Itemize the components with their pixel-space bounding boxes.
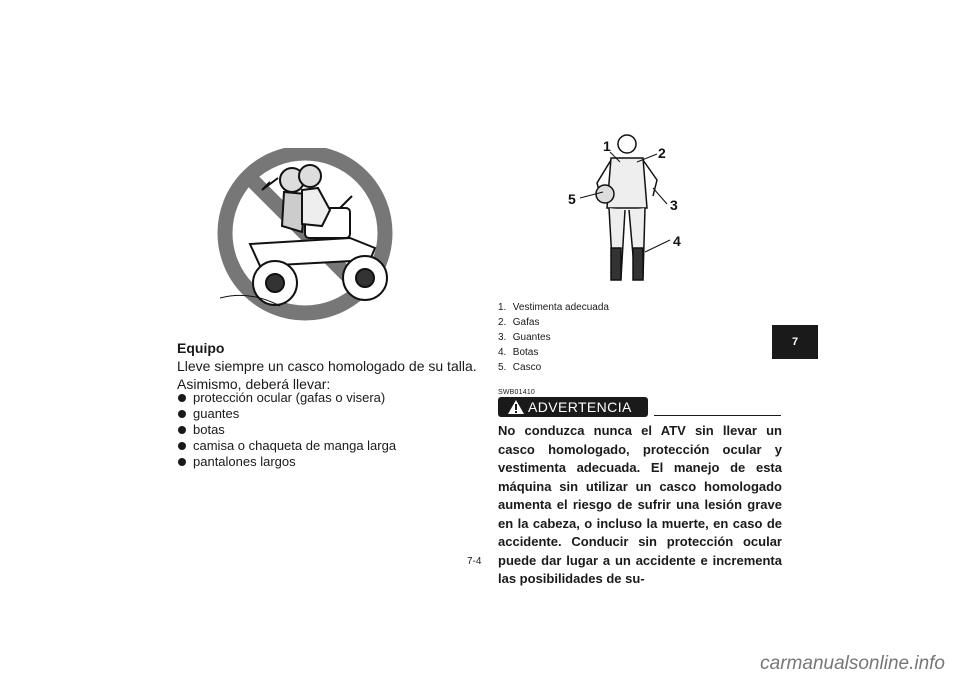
caption-item: 1. Vestimenta adecuada bbox=[498, 302, 609, 313]
warning-code: SWB01410 bbox=[498, 389, 536, 396]
bullet-icon bbox=[178, 394, 186, 402]
rider-gear-illustration bbox=[565, 128, 700, 290]
warning-label: ADVERTENCIA bbox=[528, 399, 632, 415]
bullet-icon bbox=[178, 442, 186, 450]
bullet-icon bbox=[178, 410, 186, 418]
rider-figure-icon bbox=[596, 135, 657, 280]
callout-1: 1 bbox=[603, 138, 611, 154]
caption-item: 3. Guantes bbox=[498, 332, 551, 343]
watermark: carmanualsonline.info bbox=[760, 653, 945, 674]
warning-triangle-icon bbox=[507, 399, 525, 415]
warning-text: No conduzca nunca el ATV sin llevar un casco homologado, protección ocular y vestimenta adecuada. El manejo de esta máquina sin utilizar un casco homologado aumenta el riesgo de sufrir una lesión grave en la cabeza, o incluso la muerte, en caso de accidente. Conducir sin protección ocular puede dar lugar a un accidente e incrementa las posibilidades de su- bbox=[498, 423, 782, 586]
list-item: protección ocular (gafas o visera) bbox=[177, 390, 396, 406]
caption-item: 4. Botas bbox=[498, 347, 539, 358]
bullet-icon bbox=[178, 426, 186, 434]
list-item: guantes bbox=[177, 406, 396, 422]
callout-5: 5 bbox=[568, 191, 576, 207]
bullet-icon bbox=[178, 458, 186, 466]
chapter-tab: 7 bbox=[772, 325, 818, 359]
warning-rule bbox=[654, 415, 781, 416]
list-item: camisa o chaqueta de manga larga bbox=[177, 438, 396, 454]
callout-2: 2 bbox=[658, 145, 666, 161]
intro-paragraph: Lleve siempre un casco homologado de su talla. Asimismo, deberá llevar: bbox=[177, 358, 477, 392]
section-heading: Equipo bbox=[177, 340, 225, 356]
caption-item: 2. Gafas bbox=[498, 317, 540, 328]
warning-badge bbox=[498, 397, 648, 417]
callout-3: 3 bbox=[670, 197, 678, 213]
list-item: botas bbox=[177, 422, 396, 438]
page-number: 7-4 bbox=[467, 556, 482, 567]
atv-passenger-prohibited-illustration bbox=[180, 148, 430, 326]
callout-4: 4 bbox=[673, 233, 681, 249]
equipment-list bbox=[177, 390, 396, 470]
caption-item: 5. Casco bbox=[498, 362, 542, 373]
list-item: pantalones largos bbox=[177, 454, 396, 470]
figure-captions bbox=[498, 300, 609, 375]
